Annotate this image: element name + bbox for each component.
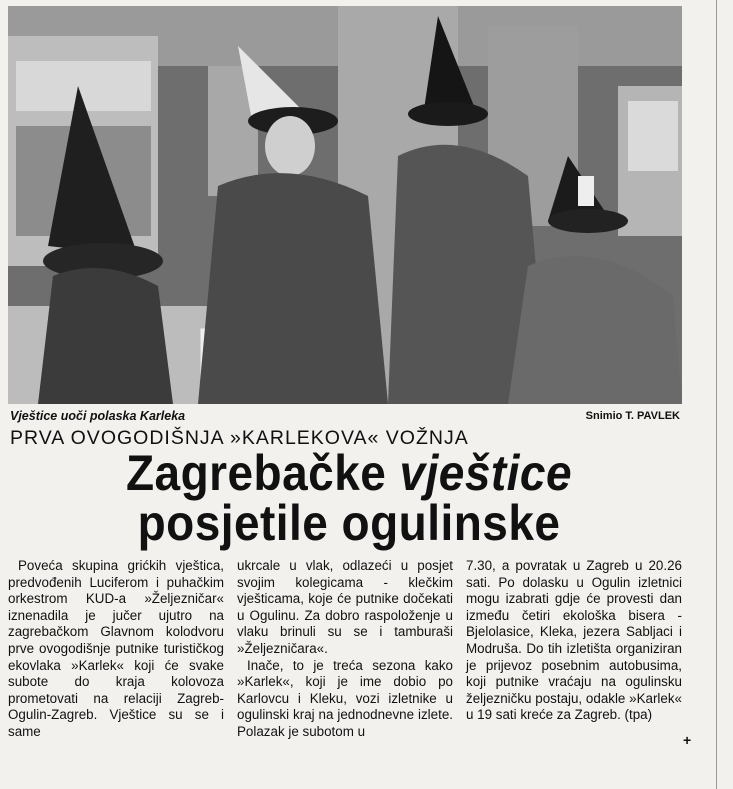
- article-headline: [32, 445, 667, 551]
- paragraph: ukrcale u vlak, odlazeći u posjet svojim kolegicama - klečkim vješticama, koje će putnike dočekati u Ogulinu. Za dobro raspoloženje u vlaku brinuli su se i tamburaši »Željezničara«.: [237, 558, 453, 656]
- photo-credit: Snimio T. PAVLEK: [585, 410, 680, 422]
- article-kicker: PRVA OVOGODIŠNJA »KARLEKOVA« VOŽNJA: [10, 427, 469, 449]
- witches-on-train-photo: [8, 6, 682, 404]
- paragraph: Inače, to je treća sezona kako »Karlek«, koji je ime dobio po Karlovcu i Kleku, vozi izletnike u ogulinski kraj na jednodnevne izlete. Polazak je subotom u: [237, 657, 453, 739]
- article-body: [8, 558, 690, 758]
- article-photo: [8, 6, 682, 404]
- headline-part-b: vještice: [399, 445, 573, 501]
- headline-part-a: Zagrebačke: [125, 445, 400, 501]
- photo-caption-row: [8, 407, 682, 425]
- article-column-2: [237, 558, 453, 741]
- photo-caption: Vještice uoči polaska Karleka: [10, 409, 186, 423]
- article-column-1: [8, 558, 224, 741]
- paragraph: Poveća skupina grićkih vještica, predvođenih Luciferom i puhačkim orkestrom KUD-a »Željezničar« iznenadila je jučer ujutro na zagrebačkom Glavnom kolodvoru prve ovogodišnje putnike turističkog ekovlaka »Karlek« koji će svake subote do kraja kolovoza prometovati na relaciji Zagreb-Ogulin-Zagreb. Vještice su se i same: [8, 558, 224, 739]
- article-column-3: [466, 558, 682, 724]
- right-margin-rule: [716, 0, 717, 789]
- continue-mark: +: [683, 732, 692, 748]
- paragraph: 7.30, a povratak u Zagreb u 20.26 sati. Po dolasku u Ogulin izletnici mogu izabrati gdje će provesti dan između četiri ekološka bisera - Bjelolasice, Kleka, jezera Sabljaci i Modruša. Do tih izletišta organiziran je prijevoz posebnim autobusima, koji putnike vraćaju na ogulinsku željezničku postaju, odakle »Karlek« u 19 sati kreće za Zagreb. (tpa): [466, 558, 682, 723]
- headline-line-2: posjetile ogulinske: [137, 495, 561, 551]
- headline-line-1: [32, 445, 667, 501]
